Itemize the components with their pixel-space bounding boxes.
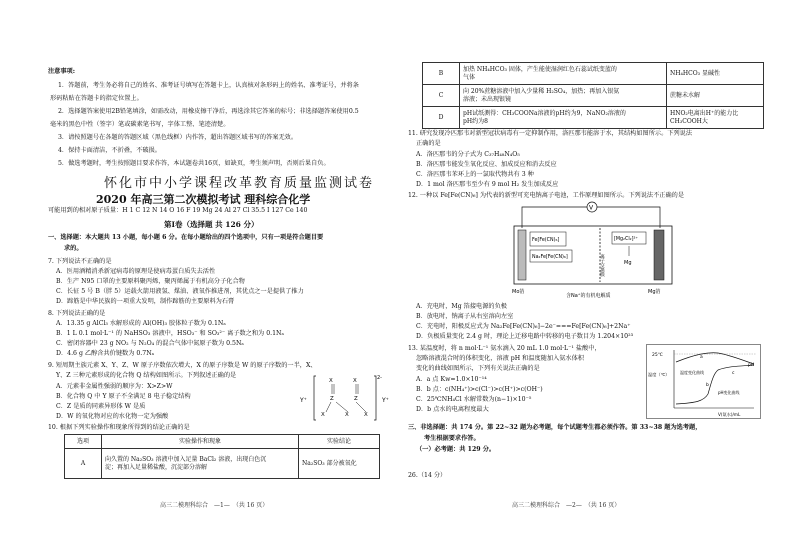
section-three-heading: 三、非选择题：共 174 分。第 22~32 题为必考题，每个试题考生都必须作答。第 33~38 题为选考题， [408, 424, 702, 431]
q9-option: B．化合物 Q 中 Y 原子不全满足 8 电子稳定结构 [56, 393, 191, 400]
q11-option: B．洛匹那韦能发生氧化反应、加成反应和消去反应 [416, 161, 557, 168]
struct-x: X [364, 412, 368, 418]
table-cell [102, 449, 299, 479]
q11-stem-cont: 正确的是 [416, 140, 441, 147]
q7-option: B．生产 N95 口罩的主要原料聚丙烯，聚丙烯属于有机高分子化合物 [56, 278, 245, 285]
table-header: 实验结论 [299, 435, 380, 449]
notice-line: 2．选择题答案使用2B铅笔填涂，如需改动，用橡皮擦干净后，再选涂其它答案的标号；非选择题答案使用0.5 [58, 108, 359, 115]
plot-ph-label: pH [748, 363, 755, 368]
table-header: 实验操作和现象 [102, 435, 299, 449]
struct-x: X [321, 412, 325, 418]
q12-option: C．充电时，阳极反应式为 Na₂Fe[Fe(CN)₆]−2e⁻===Fe[Fe(CN)₆]+2Na⁺ [416, 323, 631, 330]
q12-option: D．负极质量变化 2.4 g 时，理论上迁移电路中转移的电子数目为 1.204×10²³ [416, 333, 634, 340]
q7-option: D．蹄筋是中华民族的一项重大发明，制作蹄筋的主要原料为石膏 [56, 298, 235, 305]
table-cell-line: 加热 NH₄HCO₃ 固体，产生能使湿润红色石蕊试纸变蓝的 [463, 65, 617, 73]
table-cell: B [423, 63, 460, 85]
q13-option: C．25℃NH₄Cl 水解常数为(n−1)×10⁻⁵ [416, 396, 532, 403]
table-cell-line: 淀；再加入足量稀盐酸，沉淀部分溶解 [105, 463, 208, 471]
q8-stem: 8. 下列说法正确的是 [48, 310, 106, 317]
struct-x: X [345, 412, 349, 418]
q13-stem-cont: 变化的曲线如图所示，下列有关说法正确的是 [416, 365, 540, 372]
table-cell [667, 85, 764, 107]
struct-z: Z [354, 396, 358, 402]
mo-foil-label: Mo箔 [512, 289, 525, 295]
table-cell-line: pH试纸测得：CH₃COONa溶液的pH约为9，NaNO₂溶液的 [463, 109, 626, 117]
q8-option: D．4.6 g 乙醇含共价键数为 0.7Nₐ [56, 350, 154, 357]
table-cell-line: 溶液；未出现银镜 [463, 95, 512, 103]
membrane-label: 离子交换膜 [599, 254, 605, 277]
q13-option: D．b 点水的电离程度最大 [416, 406, 489, 413]
q12-option: A．充电时，Mg 箔接电源的负极 [416, 303, 507, 310]
section-one-heading: 一、选择题：本大题共 13 小题，每小题 6 分。在每小题给出的四个选项中，只有一项是符合题目要 [48, 234, 324, 241]
q11-stem: 11. 研究发现冷匹那韦对新型冠状病毒有一定抑制作用，洛匹那韦能溶于水，其结构如图所示。下列说法 [408, 130, 693, 137]
q13-option: B．b 点：c(NH₄⁺)>c(Cl⁻)>c(H⁺)>c(OH⁻) [416, 386, 543, 393]
q10-table [64, 434, 380, 479]
q13-stem-cont: 忽略溶液混合时的体积变化，溶液 pH 和温度随加入氨水体积 [416, 355, 584, 362]
battery-diagram [508, 200, 678, 298]
q12-option: B．放电时，钠离子从右室溶向左室 [416, 313, 514, 320]
mg-foil-label: Mg箔 [648, 289, 661, 295]
q9-structure [298, 372, 393, 424]
ph-curve-label: pH变化曲线 [718, 390, 740, 395]
table-cell-line: HNO₂电离出H⁺的能力比 [670, 109, 739, 117]
right-page [408, 0, 768, 549]
q11-option: A．洛匹那韦的分子式为 C₃₇H₄₈N₄O₅ [416, 151, 520, 158]
q8-option: C．密闭容器中 23 g NO₂ 与 N₂O₄ 的混合气体中氮原子数为 0.5Nₐ [56, 340, 244, 347]
q9-option: D．W 的氧化物对应的水化物一定为强酸 [56, 413, 169, 420]
struct-x: X [353, 378, 357, 384]
part-one-heading: 第Ⅰ卷（选择题 共 126 分） [164, 220, 259, 229]
plot-temp-label: 温度（℃） [648, 372, 670, 377]
voltmeter-label: V [589, 204, 594, 212]
table-row [423, 63, 764, 85]
notice-line: 3．请按照题号在各题的答题区域（黑色线框）内作答，超出答题区域书写的答案无效。 [58, 134, 298, 141]
q13-option: A．a 点 Kw=1.0×10⁻¹⁴ [416, 376, 487, 383]
notice-line: 形码粘贴在答题卡的指定位置上。 [50, 95, 143, 102]
table-cell-line: CH₃COOH大 [670, 117, 708, 125]
table-cell-line: 气体 [463, 73, 476, 81]
table-cell-line: NH₄HCO₃ 显碱性 [670, 69, 720, 77]
table-cell [667, 107, 764, 129]
q7-option: A．医用酒精消杀新冠病毒的原理是使病毒蛋白质失去活性 [56, 268, 216, 275]
electrolyte-caption: 含Na⁺的有机电解质 [566, 293, 611, 298]
table-cell-line: 向久置的 Na₂SO₃ 溶液中加入足量 BaCl₂ 溶液，出现白色沉 [105, 455, 267, 463]
exam-title: 怀化市中小学课程改革教育质量监测试卷 [104, 176, 375, 191]
q12-stem: 12. 一种以 Fe[Fe(CN)₆] 为代表的新型可充电钠离子电池，工作原理如图所示。下列说法不正确的是 [408, 192, 685, 199]
table-row [65, 449, 380, 479]
q9-option: C．Z 是质的同素异形体 W 是质 [56, 403, 146, 410]
q7-stem: 7. 下列说法不正确的是 [48, 258, 112, 265]
exam-subtitle: 2020 年高三第二次模拟考试 理科综合化学 [96, 193, 311, 206]
table-cell: D [423, 107, 460, 129]
table-cell: A [65, 449, 102, 479]
plot-t25: 25℃ [652, 353, 663, 358]
struct-y-left: Y⁺ [300, 397, 307, 404]
temp-curve-label: 温度变化曲线 [680, 370, 704, 375]
atomic-masses: 可能用到的相对原子质量：H 1 C 12 N 14 O 16 F 19 Mg 24 Al 27 Cl 35.5 I 127 Ce 140 [48, 207, 308, 214]
required-heading: （一）必考题：共 129 分。 [416, 446, 496, 453]
left-page [48, 0, 393, 549]
q8-option: B．1 L 0.1 mol·L⁻¹ 的 NaHSO₃ 溶液中，HSO₃⁻ 和 SO₃²⁻ 离子数之和为 0.1Nₐ [56, 330, 284, 337]
table-header: 选项 [65, 435, 102, 449]
na-fe-cn-label: Na₂Fe[Fe(CN)₆] [532, 255, 568, 260]
plot-xlabel: V(氨水)/mL [718, 412, 741, 417]
table-cell [460, 63, 667, 85]
table-row [423, 107, 764, 129]
table-cell-line: 蔗糖未水解 [670, 91, 701, 99]
q8-option: A．13.35 g AlCl₃ 水解形成的 Al(OH)₃ 胶体粒子数为 0.1Nₐ [56, 320, 226, 327]
table-cell [460, 107, 667, 129]
section-three-heading-cont: 考生根据要求作答。 [424, 435, 480, 442]
section-one-heading-cont: 求的。 [64, 245, 83, 252]
q11-option: D．1 mol 洛匹那韦至少有 9 mol H₂ 发生加成反应 [416, 181, 559, 188]
page-footer: 高三二模理科综合 —2— （共 16 页） [512, 502, 621, 509]
struct-y-right: Y⁺ [382, 397, 389, 404]
notice-line: 1．答题前，考生务必将自己的姓名、准考证号填写在答题卡上，认真核对条形码上的姓名、准考证号，并将条 [58, 82, 359, 89]
fe-cn-label: Fe[Fe(CN)₆] [532, 238, 560, 243]
table-cell-line: pH约为8 [463, 117, 488, 125]
q9-stem-cont: Y、Z 三种元素形成的化合物 Q 结构如图所示。下列叙述正确的是 [56, 372, 237, 379]
notice-line: 5．做选考题时，考生按照题目要求作答，本试题卷共16页，如缺页，考生须声明，否则后果自负。 [58, 160, 330, 167]
mg-cl-label: [Mg₂Cl₂]²⁺ [614, 237, 638, 242]
table-cell: Na₂SO₃ 部分被氧化 [299, 449, 380, 479]
table-cell: C [423, 85, 460, 107]
q11-option: C．洛匹那韦苯环上的一氯取代物共有 3 种 [416, 171, 534, 178]
struct-x: X [329, 378, 333, 384]
point-b: b [706, 383, 709, 388]
q13-plot [646, 344, 761, 419]
notice-line: 4．保持卡面清洁，不折叠，不破损。 [58, 147, 161, 154]
struct-charge: 2- [377, 375, 382, 381]
table-cell-line: 向 20%蔗糖溶液中加入少量稀 H₂SO₄，加热；再加入银氨 [463, 87, 620, 95]
q13-stem: 13. 某温度时，将 n mol·L⁻¹ 氨水滴入 20 mL 1.0 mol·L⁻¹ 盐酸中， [408, 345, 601, 352]
q9-option: A．元素非金属性强弱的顺序为：X>Z>W [56, 383, 173, 390]
page-footer: 高三二模理科综合 —1— （共 16 页） [160, 502, 269, 509]
notice-line: 毫米的黑色中性（签字）笔或碳素笔书写，字体工整、笔迹清楚。 [50, 121, 230, 128]
q10-table-cont [422, 62, 764, 129]
point-c: c [732, 371, 735, 376]
q9-stem: 9. 短周期主族元素 X、Y、Z、W 原子序数依次增大，X 的原子序数是 W 的原子序数的一半，X、 [48, 362, 317, 369]
table-cell [460, 85, 667, 107]
q10-stem: 10. 根据下列实验操作和现象所得到的结论正确的是 [48, 424, 190, 431]
table-row [423, 85, 764, 107]
q7-option: C．长征 5 号 B（胖 5）运载火箭用液氢、煤油、液氧作推进剂，其优点之一是提供了推力 [56, 288, 304, 295]
mg-label: Mg [624, 260, 632, 266]
notice-title: 注意事项: [48, 68, 76, 75]
q26-heading: 26.（14 分） [408, 472, 447, 479]
point-a: a [700, 355, 703, 360]
table-cell [667, 63, 764, 85]
struct-z: Z [330, 396, 334, 402]
